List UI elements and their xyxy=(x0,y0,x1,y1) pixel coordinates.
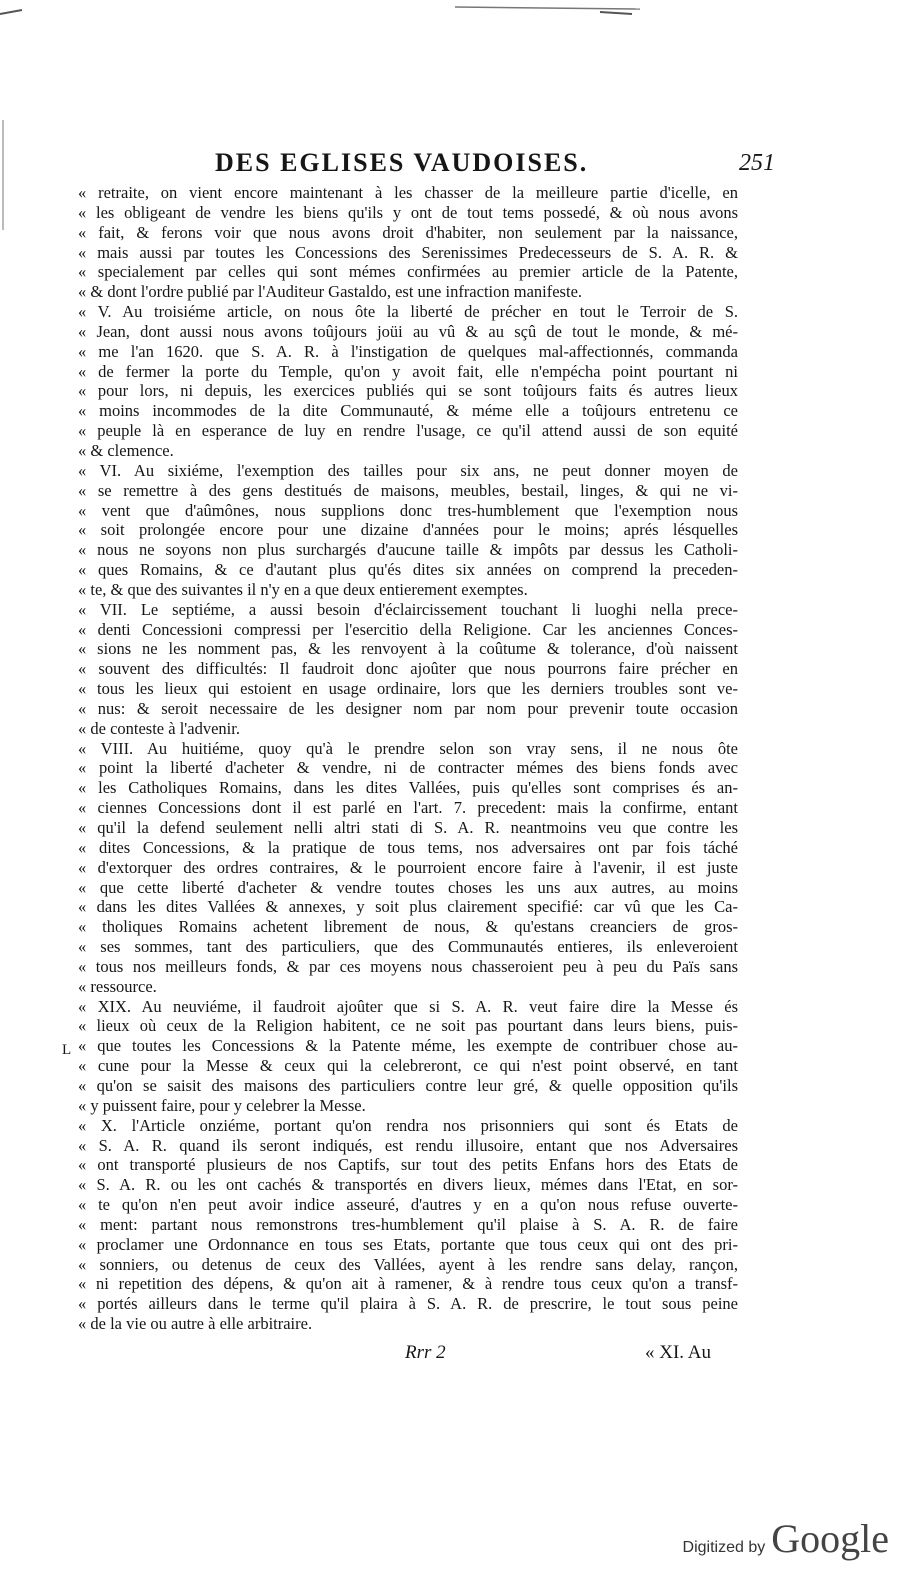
text-line: « denti Concessioni compressi per l'esercitio della Religione. Car les anciennes Conces- xyxy=(78,619,738,639)
text-line: « retraite, on vient encore maintenant à les chasser de la meilleure partie d'icelle, en xyxy=(78,183,738,202)
text-line: « qu'il la defend seulement nelli altri stati di S. A. R. neantmoins veu que contre les xyxy=(78,818,738,837)
text-line: « se remettre à des gens destitués de maisons, meubles, bestail, linges, & qui ne vi- xyxy=(78,480,738,500)
margin-mark: L xyxy=(62,1042,72,1058)
text-line: « tous les lieux qui estoient en usage ordinaire, lors que les derniers troubles sont ve- xyxy=(78,679,738,699)
text-line: « ses sommes, tant des particuliers, que des Communautés entieres, ils enleveroient xyxy=(78,937,738,957)
catchword: « XI. Au xyxy=(645,1342,711,1363)
text-line: « souvent des difficultés: Il faudroit donc ajoûter que nous pourrons faire précher en xyxy=(78,659,738,679)
text-line: « Jean, dont aussi nous avons toûjours joüi au vû & au sçû de tout le monde, & mé- xyxy=(78,321,738,341)
text-line: « S. A. R. ou les ont cachés & transportés en divers lieux, mémes dans l'Etat, en sor- xyxy=(78,1175,738,1195)
text-line: « d'extorquer des ordres contraires, & le pourroient encore faire à l'avenir, il est juste xyxy=(78,857,738,877)
text-line: « specialement par celles qui sont mémes confirmées au premier article de la Patente, xyxy=(78,262,738,282)
text-line: « proclamer une Ordonnance en tous ses Etats, portante que tous ceux qui ont des pri- xyxy=(78,1234,738,1254)
digitization-watermark xyxy=(683,1515,889,1562)
text-line: « fait, & ferons voir que nous avons droit d'habiter, non seulement par la naissance, xyxy=(78,222,738,242)
scan-binding-shadow xyxy=(2,120,4,230)
text-line: « moins incommodes de la dite Communauté, & méme elle a toûjours entretenu ce xyxy=(78,401,738,421)
text-line: « mais aussi par toutes les Concessions des Serenissimes Predecesseurs de S. A. R. & xyxy=(78,242,738,262)
digitized-by-label: Digitized by xyxy=(682,1539,766,1556)
text-line: « ment: partant nous remonstrons tres-humblement qu'il plaise à S. A. R. de faire xyxy=(78,1214,738,1234)
text-line: « VI. Au sixiéme, l'exemption des tailles pour six ans, ne peut donner moyen de xyxy=(78,460,738,480)
text-line: « & clemence. xyxy=(78,440,174,460)
text-line: « que cette liberté d'acheter & vendre toutes choses les uns aux autres, au moins xyxy=(78,877,738,897)
text-line: « te qu'on n'en peut avoir indice asseuré, d'autres y en a qu'on nous refuse ouverte- xyxy=(78,1195,738,1215)
text-line: « VII. Le septiéme, a aussi besoin d'éclaircissement touchant li luoghi nella prece- xyxy=(78,599,738,619)
text-line: « tous nos meilleurs fonds, & par ces moyens nous chasseroient peu à peu du Païs sans xyxy=(78,956,738,976)
text-line: « vent que d'aûmônes, nous supplions donc tres-humblement que l'exemption nous xyxy=(78,500,738,520)
google-logo: Google xyxy=(771,1516,889,1561)
text-line: « peuple là en esperance de luy en rendre l'usage, ce qu'il attend aussi de son equité xyxy=(78,421,738,441)
text-line: « VIII. Au huitiéme, quoy qu'à le prendre selon son vray sens, il ne nous ôte xyxy=(78,738,738,758)
text-line: « pour lors, ni depuis, les exercices publiés qui se sont toûjours faits és autres lieux xyxy=(78,381,738,401)
text-line: « sonniers, ou detenus de ceux des Vallées, ayent à les rendre sans delay, rançon, xyxy=(78,1254,738,1274)
text-line: « & dont l'ordre publié par l'Auditeur Gastaldo, est une infraction manifeste. xyxy=(78,282,583,302)
text-line: « dans les dites Vallées & annexes, y soit plus clairement specifié: car vû que les Ca- xyxy=(78,897,738,917)
text-line: « les Catholiques Romains, dans les dites Vallées, puis qu'elles sont comprises és an- xyxy=(78,778,738,798)
body-text xyxy=(78,183,738,1334)
text-line: « qu'on se saisit des maisons des particuliers contre leur gré, & quelle opposition qu'ils xyxy=(78,1075,738,1095)
text-line: « point la liberté d'acheter & vendre, ni de contracter mémes des biens fonds avec xyxy=(78,758,738,778)
text-line: « dites Concessions, & la pratique de tous tems, nos adversaires ont par fois táché xyxy=(78,837,738,857)
text-line: « cune pour la Messe & ceux qui la celebreront, ce qui n'est point observé, en tant xyxy=(78,1056,738,1076)
page-number: 251 xyxy=(739,150,775,176)
text-line: « soit prolongée encore pour une dizaine d'années pour le moins; aprés lésquelles xyxy=(78,520,738,540)
text-line: « ressource. xyxy=(78,976,157,996)
text-line: « portés ailleurs dans le terme qu'il plaira à S. A. R. de prescrire, le tout sous peine xyxy=(78,1294,738,1314)
text-line: « XIX. Au neuviéme, il faudroit ajoûter que si S. A. R. veut faire dire la Messe és xyxy=(78,996,738,1016)
signature-mark: Rrr 2 xyxy=(405,1342,446,1363)
scan-edge-marks xyxy=(0,2,901,22)
text-line: « tholiques Romains achetent librement de nous, & qu'estans creanciers de gros- xyxy=(78,917,738,937)
text-line: « de fermer la porte du Temple, qu'on y avoit fait, elle n'empécha point pourtant ni xyxy=(78,361,738,381)
text-line: « les obligeant de vendre les biens qu'ils y ont de tout tems possedé, & où nous avons xyxy=(78,202,738,222)
text-line: « sions ne les nomment pas, & les renvoyent à la coûtume & tolerance, d'où naissent xyxy=(78,639,738,659)
text-line: « de la vie ou autre à elle arbitraire. xyxy=(78,1314,313,1334)
running-head xyxy=(215,148,775,180)
text-line: « ciennes Concessions dont il est parlé en l'art. 7. precedent: mais la confirme, entant xyxy=(78,798,738,818)
text-line: « X. l'Article onziéme, portant qu'on rendra nos prisonniers qui sont és Etats de xyxy=(78,1115,738,1135)
text-line: « de conteste à l'advenir. xyxy=(78,718,240,738)
text-line: « ques Romains, & ce d'autant plus qu'és dites six années on comprend la preceden- xyxy=(78,560,738,580)
text-line: « ont transporté plusieurs de nos Captifs, sur tout des petits Enfans hors des Etats de xyxy=(78,1155,738,1175)
text-line: « lieux où ceux de la Religion habitent, ce ne soit pas pourtant dans leurs biens, puis- xyxy=(78,1016,738,1036)
text-line: « V. Au troisiéme article, on nous ôte la liberté de précher en tout le Terroir de S. xyxy=(78,302,738,322)
text-line: « que toutes les Concessions & la Patente méme, les exempte de contribuer chose au- xyxy=(78,1036,738,1056)
text-line: « ni repetition des dépens, & qu'on ait à ramener, & à rendre tous ceux qu'on a transf- xyxy=(78,1274,738,1294)
text-line: « nous ne soyons non plus surchargés d'aucune taille & impôts par dessus les Catholi- xyxy=(78,540,738,560)
text-line: « te, & que des suivantes il n'y en a que deux entierement exemptes. xyxy=(78,579,528,599)
text-line: « nus: & seroit necessaire de les designer nom par nom pour prevenir toute occasion xyxy=(78,698,738,718)
running-title: DES EGLISES VAUDOISES. xyxy=(215,148,589,177)
text-line: « y puissent faire, pour y celebrer la Messe. xyxy=(78,1095,366,1115)
text-line: « S. A. R. quand ils seront indiqués, est rendu illusoire, entant que nos Adversaires xyxy=(78,1135,738,1155)
text-line: « me l'an 1620. que S. A. R. à l'instigation de quelques mal-affectionnés, commanda xyxy=(78,341,738,361)
